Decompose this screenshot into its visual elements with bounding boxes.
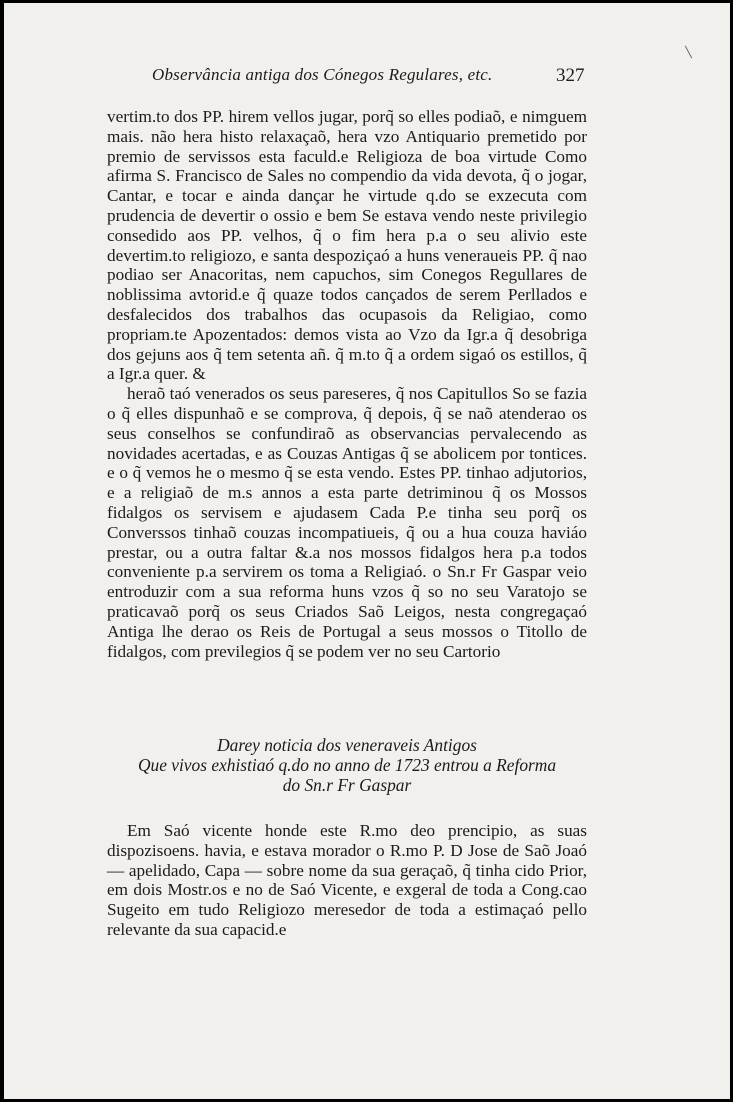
page-number: 327: [556, 65, 585, 86]
running-head-title: Observância antiga dos Cónegos Regulares, etc.: [152, 65, 493, 84]
page-edge-mark: [685, 46, 692, 59]
section-heading-line-1: Darey noticia dos veneraveis Antigos: [217, 735, 477, 755]
body-paragraph-1: vertim.to dos PP. hirem vellos jugar, porq̃ so elles podiaõ, e nimguem mais. não hera histo relaxaçaõ, hera vzo Antiquario premetido por premio de servissos esta faculd.e Religioza de boa virtude Como afirma S. Francisco de Sales no compendio da vida devota, q̃ o jogar, Cantar, e tocar e ainda dançar he virtude q.do se exzecuta com prudencia de devertir o ossio e bem Se estava vendo neste privilegio consedido aos PP. velhos, q̃ o fim hera p.a o seu alivio este devertim.to religiozo, e santa despoziçaó a huns veneraueis PP. q̃ nao podiao ser Anacoritas, nem capuchos, sim Conegos Regullares de noblissima avtorid.e q̃ quaze todos cançados de serem Perllados e desfalecidos dos trabalhos das ocupasois da Religiao, como propriam.te Apozentados: demos vista ao Vzo da Igr.a q̃ desobriga dos gejuns aos q̃ tem setenta añ. q̃ m.to q̃ a ordem sigaó os estillos, q̃ a Igr.a quer. &: [107, 107, 587, 384]
section-heading-line-2: Que vivos exhistiaó q.do no anno de 1723 entrou a Reforma: [137, 754, 557, 775]
section-paragraph: Em Saó vicente honde este R.mo deo prencipio, as suas dispozisoens. havia, e estava morador o R.mo P. D Jose de Saõ Joaó — apelidado, Capa — sobre nome da sua geraçaõ, q̃ tinha cido Prior, em dois Mostr.os e no de Saó Vicente, e exgeral de toda a Cong.cao Sugeito em tudo Religiozo meresedor de toda a estimaçaó pello relevante da sua capacid.e: [107, 821, 587, 939]
section-heading: [107, 736, 587, 795]
main-text-block: [107, 107, 587, 661]
body-paragraph-2: heraõ taó venerados os seus pareseres, q̃ nos Capitullos So se fazia o q̃ elles dispunhaõ e se comprova, q̃ depois, q̃ se naõ atenderao os seus conselhos se confundiraõ as observancias pervalecendo as novidades acertadas, e as Couzas Antigas q̃ se abolicem por tontices. e o q̃ vemos he o mesmo q̃ se esta vendo. Estes PP. tinhao adjutorios, e a religiaõ de m.s annos a esta parte detriminou q̃ os Mossos fidalgos os servisem e ajudasem Cada P.e tinha seu porq̃ os Converssos tinhaõ couzas incompatiueis, q̃ ou a hua couza haviáo prestar, ou a outra faltar &.a nos mossos fidalgos hera p.a todos conveniente p.a servirem os toma a Religiaó. o Sn.r Fr Gaspar veio entroduzir com a sua reforma huns vzos q̃ so no seu Varatojo se praticavaõ porq̃ os seus Criados Saõ Leigos, nesta congregaçaó Antiga lhe derao os Reis de Portugal a seus mossos o Titollo de fidalgos, com previlegios q̃ se podem ver no seu Cartorio: [107, 384, 587, 661]
section-heading-line-3: do Sn.r Fr Gaspar: [282, 774, 412, 795]
section-body: [107, 821, 587, 940]
paper-sheet: [4, 3, 730, 1099]
